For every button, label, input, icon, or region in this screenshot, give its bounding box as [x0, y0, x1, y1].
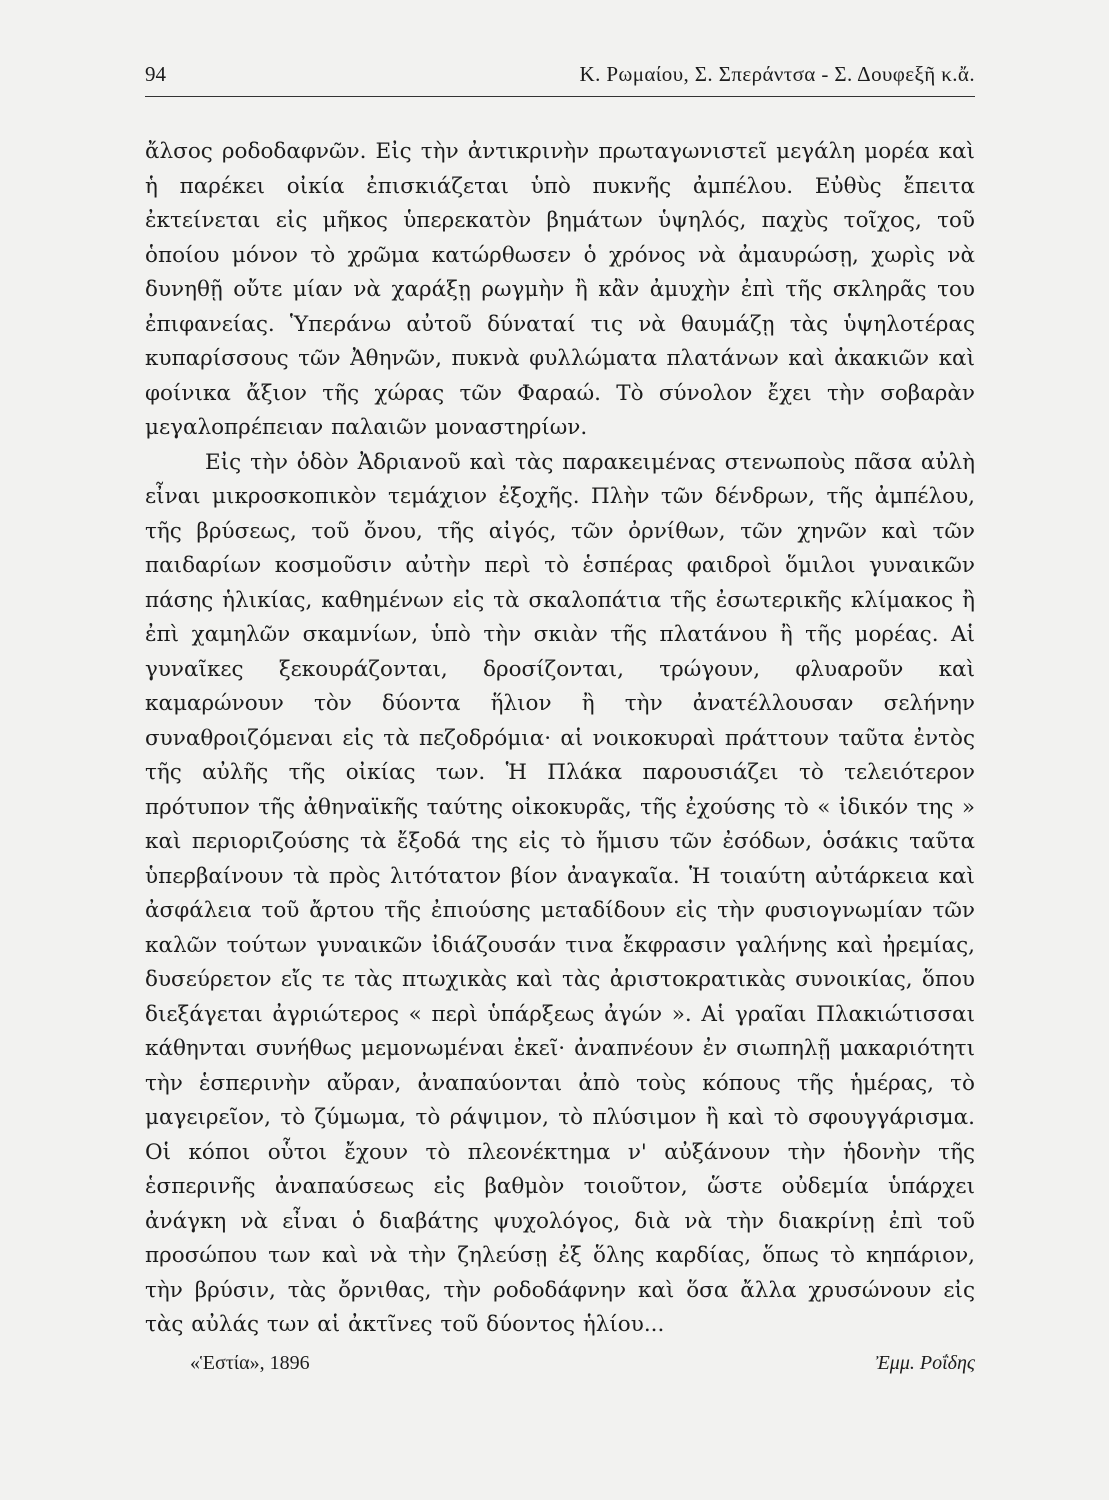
paragraph: ἄλσος ροδοδαφνῶν. Εἰς τὴν ἀντικρινὴν πρωταγωνιστεῖ μεγάλη μορέα καὶ ἡ παρέκει οἰκία ἐπισκιάζεται ὑπὸ πυκνῆς ἀμπέλου. Εὐθὺς ἔπειτα ἐκτείνεται εἰς μῆκος ὑπερεκατὸν βημάτων ὑψηλός, παχὺς τοῖχος, τοῦ ὁποίου μόνον τὸ χρῶμα κατώρθωσεν ὁ χρόνος νὰ ἀμαυρώσῃ, χωρὶς νὰ δυνηθῇ οὔτε μίαν νὰ χαράξῃ ρωγμὴν ἢ κἂν ἀμυχὴν ἐπὶ τῆς σκληρᾶς του ἐπιφανείας. Ὑπεράνω αὐτοῦ δύναταί τις νὰ θαυμάζῃ τὰς ὑψηλοτέρας κυπαρίσσους τῶν Ἀθηνῶν, πυκνὰ φυλλώματα πλατάνων καὶ ἀκακιῶν καὶ φοίνικα ἄξιον τῆς χώρας τῶν Φαραώ. Τὸ σύνολον ἔχει τὴν σοβαρὰν μεγαλοπρέπειαν παλαιῶν μοναστηρίων.: [145, 139, 975, 440]
source-citation: «Ἑστία», 1896: [190, 1352, 310, 1374]
attribution: [145, 1352, 975, 1382]
body-text: [145, 135, 975, 1343]
author-name: Ἐμμ. Ροΐδης: [875, 1352, 975, 1374]
page-number: 94: [145, 62, 166, 86]
running-head: Κ. Ρωμαίου, Σ. Σπεράντσα - Σ. Δουφεξῆ κ.ἄ.: [579, 62, 975, 86]
page-header: [145, 62, 975, 97]
paragraph: Εἰς τὴν ὁδὸν Ἀδριανοῦ καὶ τὰς παρακειμένας στενωποὺς πᾶσα αὐλὴ εἶναι μικροσκοπικὸν τεμάχιον ἐξοχῆς. Πλὴν τῶν δένδρων, τῆς ἀμπέλου, τῆς βρύσεως, τοῦ ὄνου, τῆς αἰγός, τῶν ὀρνίθων, τῶν χηνῶν καὶ τῶν παιδαρίων κοσμοῦσιν αὐτὴν περὶ τὸ ἑσπέρας φαιδροὶ ὅμιλοι γυναικῶν πάσης ἡλικίας, καθημένων εἰς τὰ σκαλοπάτια τῆς ἐσωτερικῆς κλίμακος ἢ ἐπὶ χαμηλῶν σκαμνίων, ὑπὸ τὴν σκιὰν τῆς πλατάνου ἢ τῆς μορέας. Αἱ γυναῖκες ξεκουράζονται, δροσίζονται, τρώγουν, φλυαροῦν καὶ καμαρώνουν τὸν δύοντα ἥλιον ἢ τὴν ἀνατέλλουσαν σελήνην συναθροιζόμεναι εἰς τὰ πεζοδρόμια· αἱ νοικοκυραὶ πράττουν ταῦτα ἐντὸς τῆς αὐλῆς τῆς οἰκίας των. Ἡ Πλάκα παρουσιάζει τὸ τελειότερον πρότυπον τῆς ἀθηναϊκῆς ταύτης οἰκοκυρᾶς, τῆς ἐχούσης τὸ « ἰδικόν της » καὶ περιοριζούσης τὰ ἔξοδά της εἰς τὸ ἥμισυ τῶν ἐσόδων, ὁσάκις ταῦτα ὑπερβαίνουν τὰ πρὸς λιτότατον βίον ἀναγκαῖα. Ἡ τοιαύτη αὐτάρκεια καὶ ἀσφάλεια τοῦ ἄρτου τῆς ἐπιούσης μεταδίδουν εἰς τὴν φυσιογνωμίαν τῶν καλῶν τούτων γυναικῶν ἰδιάζουσάν τινα ἔκφρασιν γαλήνης καὶ ἠρεμίας, δυσεύρετον εἴς τε τὰς πτωχικὰς καὶ τὰς ἀριστοκρατικὰς συνοικίας, ὅπου διεξάγεται ἀγριώτερος « περὶ ὑπάρξεως ἀγών ». Αἱ γραῖαι Πλακιώτισσαι κάθηνται συνήθως μεμονωμέναι ἐκεῖ· ἀναπνέουν ἐν σιωπηλῇ μακαριότητι τὴν ἑσπερινὴν αὔραν, ἀναπαύονται ἀπὸ τοὺς κόπους τῆς ἡμέρας, τὸ μαγειρεῖον, τὸ ζύμωμα, τὸ ράψιμον, τὸ πλύσιμον ἢ καὶ τὸ σφουγγάρισμα. Οἱ κόποι οὗτοι ἔχουν τὸ πλεονέκτημα ν' αὐξάνουν τὴν ἡδονὴν τῆς ἑσπερινῆς ἀναπαύσεως εἰς βαθμὸν τοιοῦτον, ὥστε οὐδεμία ὑπάρχει ἀνάγκη νὰ εἶναι ὁ διαβάτης ψυχολόγος, διὰ νὰ τὴν διακρίνῃ ἐπὶ τοῦ προσώπου των καὶ νὰ τὴν ζηλεύσῃ ἐξ ὅλης καρδίας, ὅπως τὸ κηπάριον, τὴν βρύσιν, τὰς ὄρνιθας, τὴν ροδοδάφνην καὶ ὅσα ἄλλα χρυσώνουν εἰς τὰς αὐλάς των αἱ ἀκτῖνες τοῦ δύοντος ἡλίου...: [145, 449, 975, 1337]
